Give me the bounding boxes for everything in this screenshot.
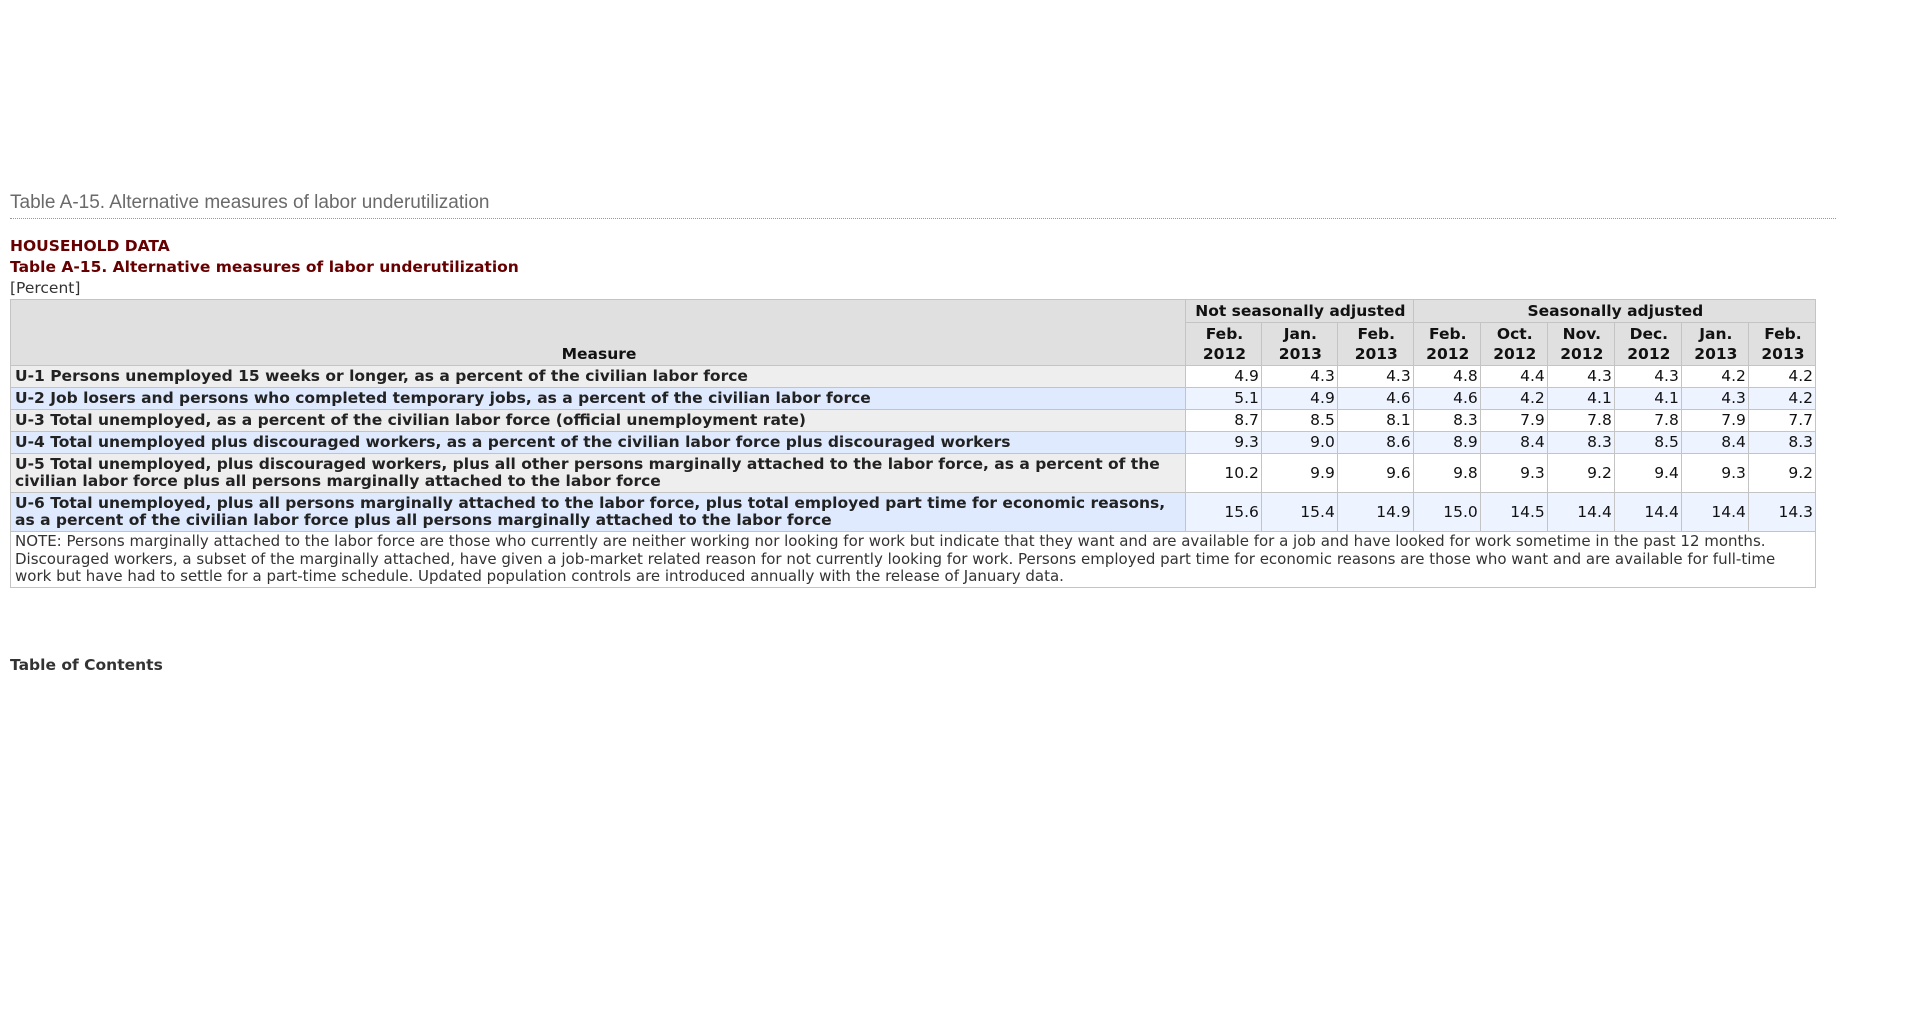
table-cell: 7.8	[1614, 410, 1681, 432]
column-header	[1337, 323, 1413, 366]
column-header-year: 2012	[1202, 345, 1247, 363]
table-cell: 4.3	[1337, 366, 1413, 388]
table-cell: 4.3	[1614, 366, 1681, 388]
table-cell: 15.6	[1186, 493, 1262, 532]
column-header-year: 2013	[1761, 345, 1805, 363]
table-note: NOTE: Persons marginally attached to the labor force are those who currently are neither working nor looking for work but indicate that they want and are available for a job and have looked for work sometime in the past 12 months. Discouraged workers, a subset of the marginally attached, have given a job-market related reason for not currently looking for work. Persons employed part time for economic reasons are those who want and are available for full-time work but have had to settle for a part-time schedule. Updated population controls are introduced annually with the release of January data.	[11, 532, 1816, 588]
table-cell: 14.4	[1614, 493, 1681, 532]
column-header-month: Oct.	[1496, 325, 1533, 343]
row-label: U-3 Total unemployed, as a percent of the civilian labor force (official unemployment rate)	[11, 410, 1186, 432]
column-header-month: Nov.	[1562, 325, 1601, 343]
column-header	[1413, 323, 1480, 366]
table-cell: 4.2	[1480, 388, 1547, 410]
section-label: HOUSEHOLD DATA	[10, 237, 170, 255]
table-cell: 4.9	[1261, 388, 1337, 410]
table-row	[11, 454, 1816, 493]
table-cell: 14.3	[1748, 493, 1815, 532]
table-cell: 14.4	[1547, 493, 1614, 532]
table-row	[11, 410, 1816, 432]
toc-link-label[interactable]: Table of Contents	[10, 656, 163, 674]
table-cell: 8.3	[1748, 432, 1815, 454]
table-cell: 4.6	[1337, 388, 1413, 410]
table-row	[11, 432, 1816, 454]
units-label: [Percent]	[10, 279, 81, 297]
table-cell: 9.2	[1748, 454, 1815, 493]
table-cell: 4.8	[1413, 366, 1480, 388]
table-cell: 5.1	[1186, 388, 1262, 410]
table-cell: 8.5	[1614, 432, 1681, 454]
table-cell: 8.4	[1681, 432, 1748, 454]
column-header	[1748, 323, 1815, 366]
table-cell: 8.5	[1261, 410, 1337, 432]
column-header-year: 2012	[1426, 345, 1470, 363]
column-header-month: Feb.	[1357, 325, 1395, 343]
column-header	[1681, 323, 1748, 366]
table-cell: 9.6	[1337, 454, 1413, 493]
table-cell: 14.4	[1681, 493, 1748, 532]
table-cell: 7.8	[1547, 410, 1614, 432]
column-header	[1480, 323, 1547, 366]
table-cell: 9.8	[1413, 454, 1480, 493]
table-title: Table A-15. Alternative measures of labor underutilization	[10, 258, 519, 276]
table-cell: 4.2	[1748, 366, 1815, 388]
group-header-not-seasonally-adjusted: Not seasonally adjusted	[1186, 300, 1414, 323]
row-label: U-4 Total unemployed plus discouraged workers, as a percent of the civilian labor force plus discouraged workers	[11, 432, 1186, 454]
table-cell: 14.9	[1337, 493, 1413, 532]
measure-header: Measure	[11, 300, 1186, 366]
row-label: U-5 Total unemployed, plus discouraged workers, plus all other persons marginally attached to the labor force, as a percent of the civilian labor force plus all persons marginally attached to the labor force	[11, 454, 1186, 493]
data-table	[10, 299, 1816, 588]
row-label: U-2 Job losers and persons who completed temporary jobs, as a percent of the civilian labor force	[11, 388, 1186, 410]
table-cell: 4.3	[1681, 388, 1748, 410]
table-cell: 7.7	[1748, 410, 1815, 432]
table-cell: 9.0	[1261, 432, 1337, 454]
table-cell: 8.4	[1480, 432, 1547, 454]
table-cell: 9.3	[1681, 454, 1748, 493]
page-heading: Table A-15. Alternative measures of labor underutilization	[10, 192, 1836, 219]
table-cell: 9.4	[1614, 454, 1681, 493]
table-of-contents-link[interactable]	[10, 652, 163, 674]
row-label: U-1 Persons unemployed 15 weeks or longer, as a percent of the civilian labor force	[11, 366, 1186, 388]
table-cell: 9.2	[1547, 454, 1614, 493]
table-cell: 9.3	[1186, 432, 1262, 454]
column-header-month: Dec.	[1629, 325, 1669, 343]
table-row	[11, 493, 1816, 532]
column-header-year: 2013	[1694, 345, 1738, 363]
table-cell: 7.9	[1480, 410, 1547, 432]
column-header-month: Feb.	[1205, 325, 1244, 343]
table-body	[11, 366, 1816, 588]
column-header-month: Feb.	[1429, 325, 1467, 343]
table-cell: 15.0	[1413, 493, 1480, 532]
table-cell: 4.3	[1547, 366, 1614, 388]
column-header-year: 2012	[1493, 345, 1537, 363]
column-header	[1261, 323, 1337, 366]
table-cell: 8.9	[1413, 432, 1480, 454]
column-header-month: Feb.	[1764, 325, 1802, 343]
table-block	[10, 236, 1816, 588]
table-cell: 8.3	[1413, 410, 1480, 432]
column-header-year: 2012	[1560, 345, 1604, 363]
table-row	[11, 388, 1816, 410]
table-cell: 7.9	[1681, 410, 1748, 432]
column-header-month: Jan.	[1283, 325, 1317, 343]
table-cell: 8.7	[1186, 410, 1262, 432]
note-row	[11, 532, 1816, 588]
table-cell: 4.3	[1261, 366, 1337, 388]
table-cell: 10.2	[1186, 454, 1262, 493]
table-cell: 14.5	[1480, 493, 1547, 532]
header-group-row	[11, 300, 1816, 323]
table-row	[11, 366, 1816, 388]
table-cell: 4.4	[1480, 366, 1547, 388]
table-cell: 4.1	[1547, 388, 1614, 410]
group-header-seasonally-adjusted: Seasonally adjusted	[1413, 300, 1815, 323]
table-cell: 8.3	[1547, 432, 1614, 454]
column-header-year: 2012	[1627, 345, 1671, 363]
column-header	[1614, 323, 1681, 366]
column-header-year: 2013	[1354, 345, 1398, 363]
table-cell: 4.9	[1186, 366, 1262, 388]
table-cell: 4.2	[1681, 366, 1748, 388]
table-cell: 4.2	[1748, 388, 1815, 410]
column-header-month: Jan.	[1699, 325, 1733, 343]
column-header-year: 2013	[1278, 345, 1322, 363]
table-cell: 4.1	[1614, 388, 1681, 410]
table-cell: 4.6	[1413, 388, 1480, 410]
table-cell: 15.4	[1261, 493, 1337, 532]
table-cell: 9.9	[1261, 454, 1337, 493]
table-cell: 8.6	[1337, 432, 1413, 454]
table-cell: 8.1	[1337, 410, 1413, 432]
table-cell: 9.3	[1480, 454, 1547, 493]
column-header	[1186, 323, 1262, 366]
column-header	[1547, 323, 1614, 366]
row-label: U-6 Total unemployed, plus all persons marginally attached to the labor force, plus total employed part time for economic reasons, as a percent of the civilian labor force plus all persons marginally attached to the labor force	[11, 493, 1186, 532]
